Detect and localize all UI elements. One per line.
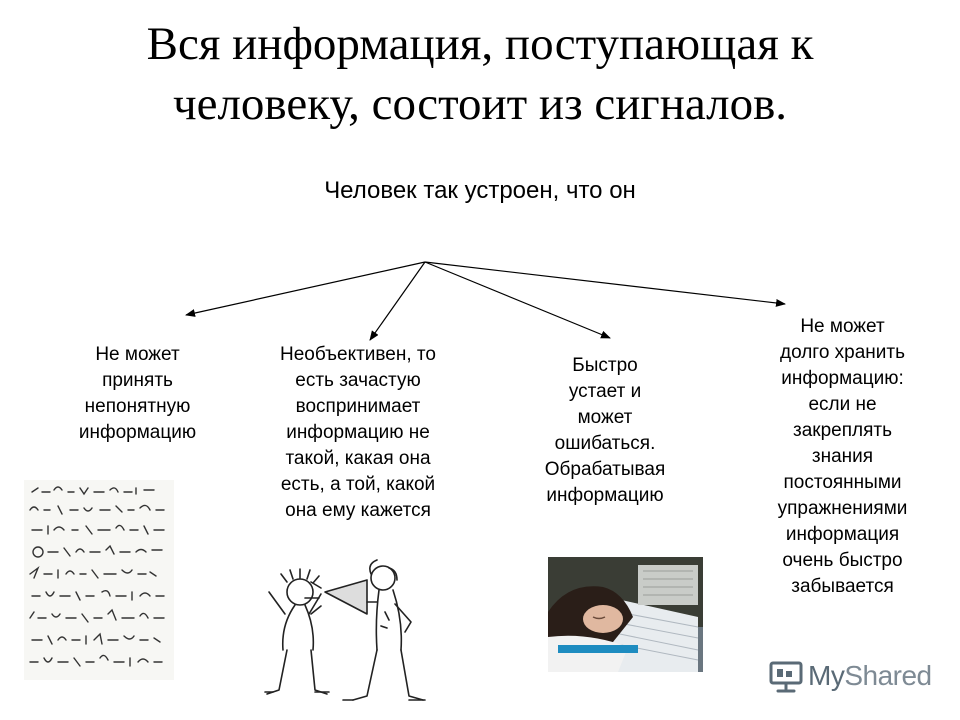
arrow-to-box-2 bbox=[370, 262, 425, 340]
box-4-line: долго хранить bbox=[779, 342, 906, 363]
logo-text bbox=[808, 660, 932, 692]
box-4-line: знания bbox=[811, 446, 874, 467]
presentation-board-icon bbox=[768, 659, 804, 693]
logo-text-shared: Shared bbox=[844, 660, 932, 691]
box-4-line: постоянными bbox=[783, 472, 902, 493]
handwritten-formulas-image bbox=[24, 480, 174, 680]
title-line-2: человеку, состоит из сигналов. bbox=[172, 78, 788, 130]
box-3-line: ошибаться. bbox=[554, 433, 656, 454]
box-1-line: непонятную bbox=[84, 396, 191, 417]
box-2-line: она ему кажется bbox=[285, 500, 431, 521]
tired-woman-at-desk-image bbox=[548, 557, 703, 672]
shouting-megaphone-image bbox=[255, 552, 440, 720]
box-4-line: информацию: bbox=[781, 368, 904, 389]
box-2-line: Необъективен, то bbox=[280, 344, 436, 365]
box-3-line: информацию bbox=[546, 485, 664, 506]
text-box-3 bbox=[520, 353, 690, 509]
text-box-1 bbox=[55, 342, 220, 446]
arrow-to-box-4 bbox=[425, 262, 785, 304]
box-3-line: устает и bbox=[568, 381, 642, 402]
box-4-line: забывается bbox=[791, 576, 894, 597]
box-2-line: такой, какая она bbox=[285, 448, 431, 469]
text-box-4 bbox=[750, 314, 935, 600]
box-4-line: очень быстро bbox=[782, 550, 903, 571]
box-1-line: Не может bbox=[95, 344, 180, 365]
box-3-line: Быстро bbox=[572, 355, 638, 376]
box-2-line: воспринимает bbox=[295, 396, 421, 417]
box-2-line: информацию не bbox=[286, 422, 430, 443]
arrow-to-box-3 bbox=[425, 262, 610, 338]
arrow-to-box-1 bbox=[186, 262, 425, 315]
title-line-1: Вся информация, поступающая к bbox=[146, 18, 814, 70]
box-1-line: информацию bbox=[78, 422, 197, 443]
myshared-logo bbox=[768, 656, 932, 696]
box-4-line: Не может bbox=[800, 316, 885, 337]
box-3-line: может bbox=[577, 407, 633, 428]
box-4-line: если не bbox=[808, 394, 877, 415]
box-1-line: принять bbox=[102, 370, 173, 391]
logo-text-my: My bbox=[808, 660, 845, 691]
box-2-line: есть, а той, какой bbox=[280, 474, 436, 495]
box-3-line: Обрабатывая bbox=[544, 459, 666, 480]
box-4-line: закреплять bbox=[793, 420, 892, 441]
box-2-line: есть зачастую bbox=[295, 370, 421, 391]
slide-subtitle: Человек так устроен, что он bbox=[324, 177, 636, 204]
text-box-2 bbox=[248, 342, 468, 524]
box-4-line: информация bbox=[785, 524, 900, 545]
box-4-line: упражнениями bbox=[777, 498, 908, 519]
